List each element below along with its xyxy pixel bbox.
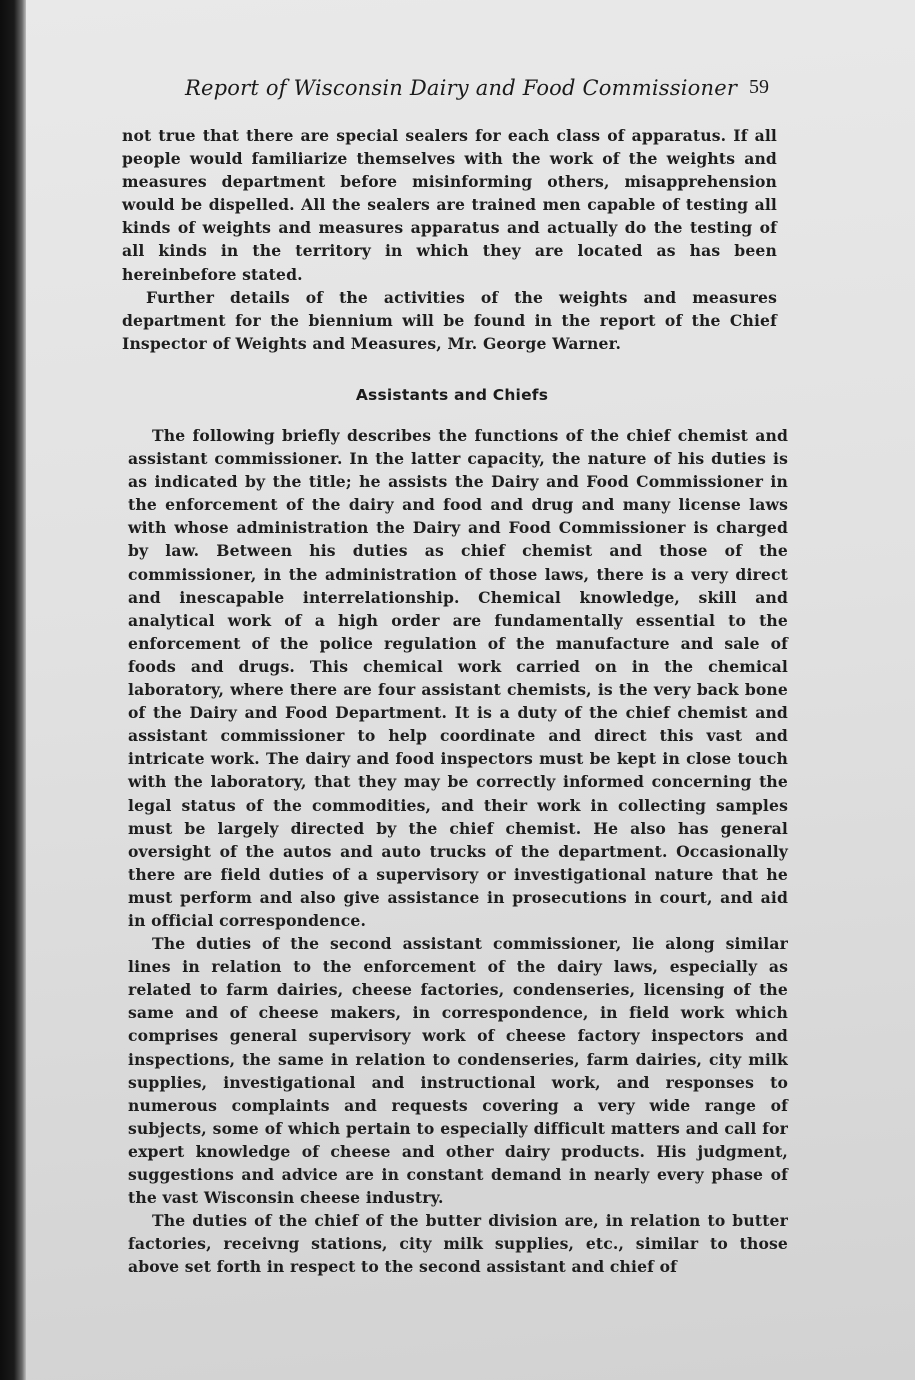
- continued-section-text: [122, 124, 777, 355]
- assistants-section-text: [128, 424, 788, 1278]
- section-heading: Assistants and Chiefs: [355, 386, 549, 404]
- book-binding-edge: [0, 0, 26, 1380]
- running-header: [185, 76, 775, 110]
- running-header-title: Report of Wisconsin Dairy and Food Commissioner: [185, 76, 738, 100]
- paragraph-second-assistant: The duties of the second assistant commissioner, lie along similar lines in relation to the enforcement of the dairy laws, especially as related to farm dairies, cheese factories, condenseries, licensing of the same and of cheese makers, in correspondence, in field work which comprises general supervisory work of cheese factory inspectors and inspections, the same in relation to condenseries, farm dairies, city milk supplies, investigational and instructional work, and responses to numerous complaints and requests covering a very wide range of subjects, some of which pertain to especially difficult matters and call for expert knowledge of cheese and other dairy products. His judgment, suggestions and advice are in constant demand in nearly every phase of the vast Wisconsin cheese industry.: [128, 934, 788, 1208]
- page-number: 59: [749, 76, 769, 98]
- paragraph-further-details: Further details of the activities of the weights and measures department for the biennium will be found in the report of the Chief Inspector of Weights and Measures, Mr. George Warner.: [122, 287, 777, 353]
- paragraph-continued: not true that there are special sealers for each class of apparatus. If all people would familiarize themselves with the work of the weights and measures department before misinforming others, misapprehension would be dispelled. All the sealers are trained men capable of testing all kinds of weights and measures apparatus and actually do the testing of all kinds in the territory in which they are located as has been hereinbefore stated.: [122, 126, 777, 284]
- paragraph-butter-division: The duties of the chief of the butter division are, in relation to butter factories, receivng stations, city milk supplies, etc., similar to those above set forth in respect to the second assistant and chief of: [128, 1211, 788, 1277]
- paragraph-chief-chemist: The following briefly describes the functions of the chief chemist and assistant commissioner. In the latter capacity, the nature of his duties is as indicated by the title; he assists the Dairy and Food Commissioner in the enforcement of the dairy and food and drug and many license laws with whose administration the Dairy and Food Commissioner is charged by law. Between his duties as chief chemist and those of the commissioner, in the administration of those laws, there is a very direct and inescapable interrelationship. Chemical knowledge, skill and analytical work of a high order are fundamentally essential to the enforcement of the police regulation of the manufacture and sale of foods and drugs. This chemical work carried on in the chemical laboratory, where there are four assistant chemists, is the very back bone of the Dairy and Food Department. It is a duty of the chief chemist and assistant commissioner to help coordinate and direct this vast and intricate work. The dairy and food inspectors must be kept in close touch with the laboratory, that they may be correctly informed concerning the legal status of the commodities, and their work in collecting samples must be largely directed by the chief chemist. He also has general oversight of the autos and auto trucks of the department. Occasionally there are field duties of a supervisory or investigational nature that he must perform and also give assistance in prosecutions in court, and aid in official correspondence.: [128, 426, 788, 930]
